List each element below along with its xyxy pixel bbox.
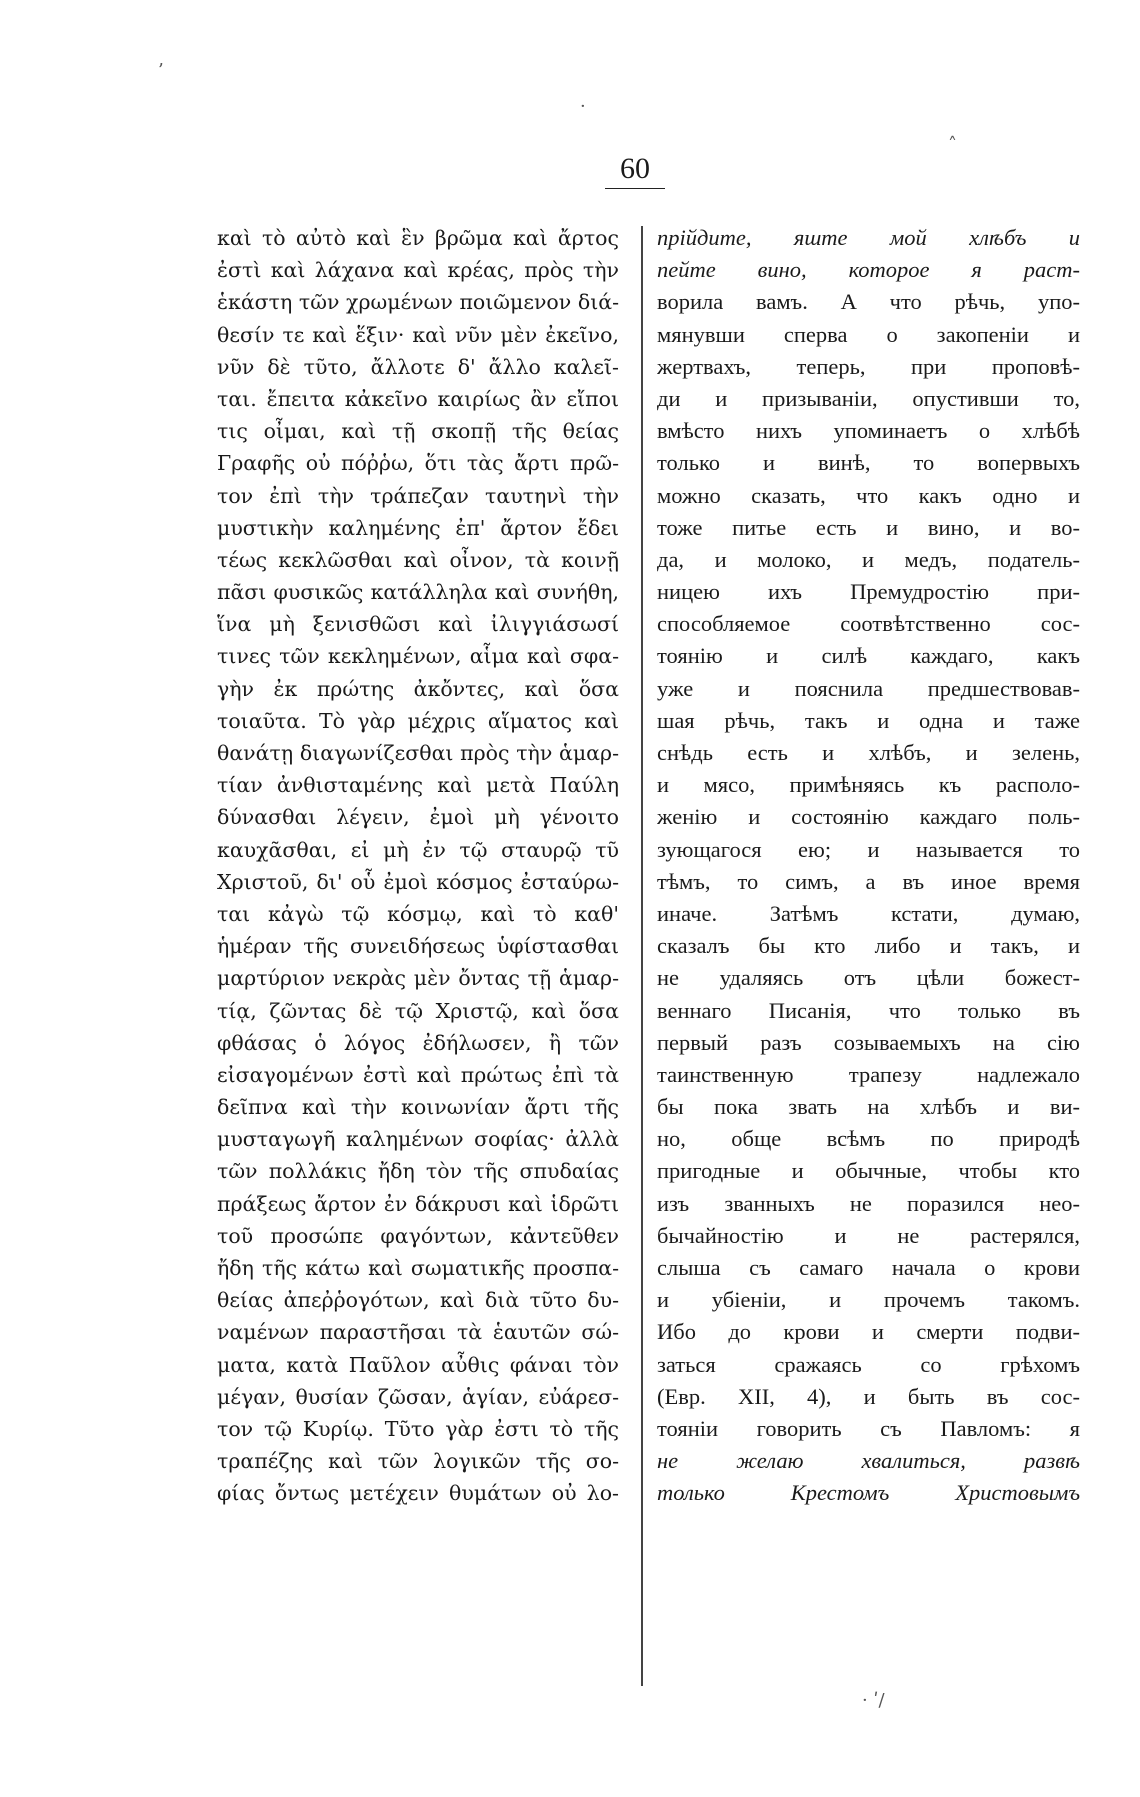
greek-text-line: τίαν ἀνθισταμένης καὶ μετὰ Παύλη bbox=[217, 773, 619, 798]
greek-text-line: Γραφῆς οὐ πόῤῥω, ὅτι τὰς ἄρτι πρῶ- bbox=[217, 451, 619, 476]
russian-column bbox=[657, 222, 1080, 1510]
page-number: 60 bbox=[605, 152, 665, 189]
russian-text-line: бы пока звать на хлѣбъ и ви- bbox=[657, 1094, 1080, 1120]
russian-text-line: сказалъ бы кто либо и такъ, и bbox=[657, 933, 1080, 959]
greek-text-line: θεσίν τε καὶ ἕξιν· καὶ νῦν μὲν ἐκεῖνο, bbox=[217, 322, 619, 347]
greek-text-line: ἤδη τῆς κάτω καὶ σωματικῆς προσπα- bbox=[217, 1256, 619, 1280]
russian-text-line: таинственную трапезу надлежало bbox=[657, 1061, 1080, 1087]
greek-text-line: Χριστοῦ, δι' οὗ ἐμοὶ κόσμος ἐσταύρω- bbox=[217, 869, 619, 894]
russian-text-line: ди и призываніи, опустивши то, bbox=[657, 385, 1080, 411]
russian-text-line: ницею ихъ Премудростію при- bbox=[657, 579, 1080, 605]
russian-text-line: прійдите, яште мой хлѣбъ и bbox=[657, 225, 1080, 250]
greek-text-line: ἵνα μὴ ξενισθῶσι καὶ ἰλιγγιάσωσί bbox=[217, 612, 619, 637]
russian-text-line: слыша съ самаго начала о крови bbox=[657, 1255, 1080, 1280]
greek-text-line: θανάτῃ διαγωνίζεσθαι πρὸς τὴν ἁμαρ- bbox=[217, 741, 619, 765]
greek-text-line: θείας ἀπεῤῥογότων, καὶ διὰ τῦτο δυ- bbox=[217, 1288, 619, 1313]
russian-text-line: снѣдь есть и хлѣбъ, и зелень, bbox=[657, 740, 1080, 765]
greek-text-line: ματα, κατὰ Παῦλον αὖθις φάναι τὸν bbox=[217, 1352, 619, 1377]
greek-text-line: φίας ὄντως μετέχειν θυμάτων οὐ λο- bbox=[217, 1481, 619, 1506]
russian-text-line: (Евр. XII, 4), и быть въ сос- bbox=[657, 1383, 1080, 1409]
russian-text-line: вмѣсто нихъ упоминаетъ о хлѣбѣ bbox=[657, 418, 1080, 444]
russian-text-line: заться сражаясь со грѣхомъ bbox=[657, 1351, 1080, 1377]
russian-text-line: зующагося ею; и называется то bbox=[657, 836, 1080, 862]
russian-text-line: мянувши сперва о закопеніи и bbox=[657, 321, 1080, 347]
margin-tick-left: ’ bbox=[158, 60, 164, 81]
bottom-mark: · ʹ/ bbox=[862, 1690, 885, 1711]
russian-text-line: способляемое соотвѣтственно сос- bbox=[657, 611, 1080, 637]
greek-text-line: ἑκάστη τῶν χρωμένων ποιῶμενον διά- bbox=[217, 290, 619, 315]
russian-text-line: и мясо, примѣняясь къ располо- bbox=[657, 772, 1080, 798]
russian-text-line: ворила вамъ. А что рѣчь, упо- bbox=[657, 289, 1080, 315]
greek-text-line: τῶν πολλάκις ἤδη τὸν τῆς σπυδαίας bbox=[217, 1159, 619, 1184]
russian-text-line: не удаляясь отъ цѣли божест- bbox=[657, 965, 1080, 991]
greek-text-line: φθάσας ὁ λόγος ἐδήλωσεν, ἢ τῶν bbox=[217, 1030, 619, 1055]
russian-text-line: шая рѣчь, такъ и одна и таже bbox=[657, 707, 1080, 733]
russian-text-line: иначе. Затѣмъ кстати, думаю, bbox=[657, 900, 1080, 926]
greek-text-line: ναμένων παραστῆσαι τὰ ἑαυτῶν σώ- bbox=[217, 1320, 619, 1345]
greek-text-line: τις οἶμαι, καὶ τῇ σκοπῇ τῆς θείας bbox=[217, 419, 619, 444]
greek-text-line: μυσταγωγῆ καλημένων σοφίας· ἀλλὰ bbox=[217, 1127, 619, 1152]
greek-text-line: τέως κεκλῶσθαι καὶ οἶνον, τὰ κοινῇ bbox=[217, 547, 619, 572]
russian-text-line: не желаю хвалиться, развѣ bbox=[657, 1448, 1080, 1474]
greek-text-line: πᾶσι φυσικῶς κατάλληλα καὶ συνήθη, bbox=[217, 580, 619, 605]
column-divider bbox=[641, 226, 643, 1686]
russian-text-line: жертвахъ, теперь, при проповѣ- bbox=[657, 353, 1080, 379]
russian-text-line: женію и состоянію каждаго поль- bbox=[657, 804, 1080, 830]
greek-text-line: μέγαν, θυσίαν ζῶσαν, ἁγίαν, εὐάρεσ- bbox=[217, 1384, 619, 1409]
russian-text-line: тояніи говорить съ Павломъ: я bbox=[657, 1415, 1080, 1441]
russian-text-line: бычайностію и не растерялся, bbox=[657, 1222, 1080, 1248]
russian-text-line: да, и молоко, и медъ, податель- bbox=[657, 546, 1080, 572]
russian-text-line: тоже питье есть и вино, и во- bbox=[657, 514, 1080, 540]
russian-text-line: первый разъ созываемыхъ на сію bbox=[657, 1029, 1080, 1055]
greek-text-line: πράξεως ἄρτον ἐν δάκρυσι καὶ ἱδρῶτι bbox=[217, 1191, 619, 1216]
greek-text-line: ται. ἔπειτα κἀκεῖνο καιρίως ἂν εἴποι bbox=[217, 386, 619, 411]
russian-text-line: веннаго Писанія, что только въ bbox=[657, 997, 1080, 1023]
greek-text-line: τραπέζης καὶ τῶν λογικῶν τῆς σο- bbox=[217, 1449, 619, 1474]
russian-text-line: но, обще всѣмъ по природѣ bbox=[657, 1126, 1080, 1152]
russian-text-line: тѣмъ, то симъ, а въ иное время bbox=[657, 868, 1080, 894]
greek-text-line: ἡμέραν τῆς συνειδήσεως ὑφίστασθαι bbox=[217, 934, 619, 959]
greek-text-line: τοῦ προσώπε φαγόντων, κἀντεῦθεν bbox=[217, 1223, 619, 1248]
russian-text-line: уже и пояснила предшествовав- bbox=[657, 675, 1080, 701]
russian-text-line: только и винѣ, то вопервыхъ bbox=[657, 450, 1080, 476]
greek-text-line: καυχᾶσθαι, εἰ μὴ ἐν τῷ σταυρῷ τῦ bbox=[217, 837, 619, 862]
greek-text-line: καὶ τὸ αὐτὸ καὶ ἓν βρῶμα καὶ ἄρτος bbox=[217, 226, 619, 250]
russian-text-line: изъ званныхъ не поразился нео- bbox=[657, 1190, 1080, 1216]
greek-column bbox=[217, 222, 619, 1510]
greek-text-line: δύνασθαι λέγειν, ἐμοὶ μὴ γένοιτο bbox=[217, 805, 619, 830]
greek-text-line: τον ἐπὶ τὴν τράπεζαν ταυτηνὶ τὴν bbox=[217, 483, 619, 508]
russian-text-line: тоянію и силѣ каждаго, какъ bbox=[657, 643, 1080, 669]
greek-text-line: εἰσαγομένων ἐστὶ καὶ πρώτως ἐπὶ τὰ bbox=[217, 1062, 619, 1087]
greek-text-line: νῦν δὲ τῦτο, ἄλλοτε δ' ἄλλο καλεῖ- bbox=[217, 354, 619, 379]
greek-text-line: τον τῷ Κυρίῳ. Τῦτο γὰρ ἐστι τὸ τῆς bbox=[217, 1416, 619, 1441]
greek-text-line: γὴν ἐκ πρώτης ἀκὄντες, καὶ ὅσα bbox=[217, 676, 619, 701]
margin-tick-top: · bbox=[580, 96, 586, 117]
greek-text-line: μαρτύριον νεκρὰς μὲν ὄντας τῇ ἁμαρ- bbox=[217, 966, 619, 991]
greek-text-line: ἐστὶ καὶ λάχανα καὶ κρέας, πρὸς τὴν bbox=[217, 258, 619, 283]
greek-text-line: τινες τῶν κεκλημένων, αἷμα καὶ σφα- bbox=[217, 644, 619, 669]
greek-text-line: δεῖπνα καὶ τὴν κοινωνίαν ἄρτι τῆς bbox=[217, 1095, 619, 1120]
margin-tick-right: ˄ bbox=[948, 134, 957, 155]
russian-text-line: пригодные и обычные, чтобы кто bbox=[657, 1158, 1080, 1184]
russian-text-line: и убіеніи, и прочемъ такомъ. bbox=[657, 1287, 1080, 1313]
russian-text-line: Ибо до крови и смерти подви- bbox=[657, 1319, 1080, 1345]
greek-text-line: τοιαῦτα. Τὸ γὰρ μέχρις αἵματος καὶ bbox=[217, 708, 619, 733]
russian-text-line: только Крестомъ Христовымъ bbox=[657, 1480, 1080, 1506]
russian-text-line: можно сказать, что какъ одно и bbox=[657, 482, 1080, 508]
greek-text-line: ται κἀγὼ τῷ κόσμῳ, καὶ τὸ καθ' bbox=[217, 901, 619, 926]
russian-text-line: пейте вино, которое я раст- bbox=[657, 257, 1080, 283]
greek-text-line: μυστικὴν καλημένης ἐπ' ἄρτον ἔδει bbox=[217, 515, 619, 540]
greek-text-line: τίᾳ, ζῶντας δὲ τῷ Χριστῷ, καὶ ὅσα bbox=[217, 998, 619, 1023]
